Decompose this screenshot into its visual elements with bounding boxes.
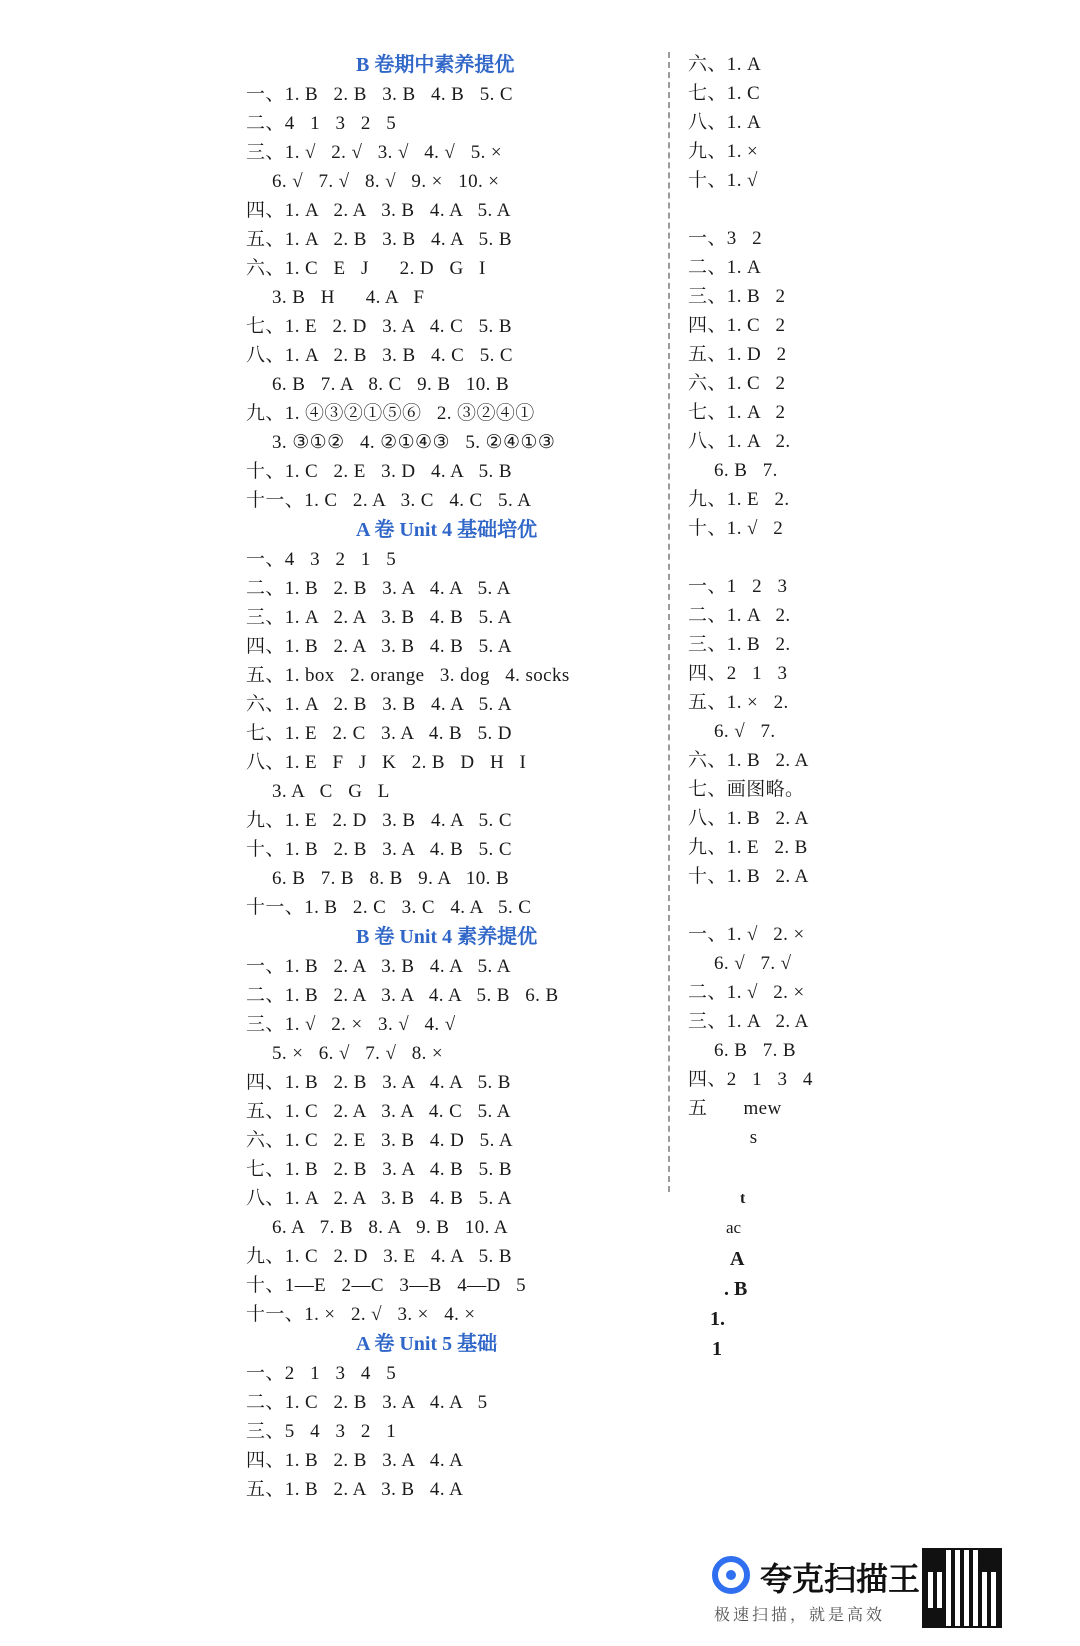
answer-line: 3. ③①② 4. ②①④③ 5. ②④①③ xyxy=(272,432,556,453)
section-gap xyxy=(688,543,928,572)
answer-line: s xyxy=(688,1127,758,1148)
answer-line: 三、1. A 2. A 3. B 4. B 5. A xyxy=(246,607,512,628)
section-heading: A 卷 Unit 4 基础培优 xyxy=(356,519,538,541)
answer-line: 七、1. A 2 xyxy=(688,402,786,423)
answer-line: 七、1. E 2. D 3. A 4. C 5. B xyxy=(246,316,512,337)
watermark-slogan: 极速扫描，就是高效 xyxy=(714,1605,886,1624)
answer-line: 6. B 7. B 8. B 9. A 10. B xyxy=(272,868,510,889)
column-divider xyxy=(668,52,670,1192)
answer-line: 一、4 3 2 1 5 xyxy=(246,549,397,570)
answer-line: 六、1. B 2. A xyxy=(688,750,809,771)
answer-line: 八、1. A 2. A 3. B 4. B 5. A xyxy=(246,1188,512,1209)
answer-line: 6. B 7. A 8. C 9. B 10. B xyxy=(272,374,510,395)
answer-line: 五、1. D 2 xyxy=(688,344,787,365)
quark-logo-icon xyxy=(712,1556,750,1594)
fragment-text: A xyxy=(730,1248,745,1270)
answer-line: 六、1. A xyxy=(688,54,762,75)
answer-line: 一、1. B 2. A 3. B 4. A 5. A xyxy=(246,956,511,977)
answer-line: 三、5 4 3 2 1 xyxy=(246,1421,397,1442)
answer-line: 二、1. A xyxy=(688,257,762,278)
answer-line: 一、1. √ 2. × xyxy=(688,924,805,945)
answer-line: 七、画图略。 xyxy=(688,779,805,800)
answer-line: 一、3 2 xyxy=(688,228,763,249)
answer-line: 二、1. B 2. B 3. A 4. A 5. A xyxy=(246,578,511,599)
section-heading: B 卷期中素养提优 xyxy=(356,54,515,76)
answer-line: 七、1. C xyxy=(688,83,761,104)
answer-line: 七、1. B 2. B 3. A 4. B 5. B xyxy=(246,1159,512,1180)
answer-line: 九、1. ④③②①⑤⑥ 2. ③②④① xyxy=(246,403,535,424)
answer-line: 十、1. B 2. A xyxy=(688,866,809,887)
section-heading: A 卷 Unit 5 基础 xyxy=(356,1333,498,1355)
answer-line: 十一、1. B 2. C 3. C 4. A 5. C xyxy=(246,897,532,918)
answer-line: 四、2 1 3 4 xyxy=(688,1069,813,1090)
answer-line: 二、1. C 2. B 3. A 4. A 5 xyxy=(246,1392,488,1413)
answer-line: 六、1. C 2. E 3. B 4. D 5. A xyxy=(246,1130,513,1151)
answer-line: 九、1. E 2. xyxy=(688,489,790,510)
answer-line: 十一、1. C 2. A 3. C 4. C 5. A xyxy=(246,490,532,511)
answer-line: 三、1. √ 2. √ 3. √ 4. √ 5. × xyxy=(246,142,503,163)
answer-line: 十、1. B 2. B 3. A 4. B 5. C xyxy=(246,839,512,860)
answer-line: 五、1. B 2. A 3. B 4. A xyxy=(246,1479,464,1500)
answer-line: 5. × 6. √ 7. √ 8. × xyxy=(272,1043,444,1064)
answer-line: 五、1. C 2. A 3. A 4. C 5. A xyxy=(246,1101,511,1122)
answer-line: 一、1 2 3 xyxy=(688,576,788,597)
answer-line: 6. B 7. B xyxy=(714,1040,796,1061)
answer-line: 四、1. A 2. A 3. B 4. A 5. A xyxy=(246,200,511,221)
answer-line: 四、1. B 2. B 3. A 4. A 5. B xyxy=(246,1072,511,1093)
answer-line: 四、2 1 3 xyxy=(688,663,788,684)
answer-column-right xyxy=(688,50,928,1160)
section-heading: B 卷 Unit 4 素养提优 xyxy=(356,926,538,948)
section-gap xyxy=(688,891,928,920)
fragment-text: t xyxy=(740,1190,746,1207)
answer-line: 6. √ 7. xyxy=(714,721,776,742)
answer-line: 四、1. B 2. A 3. B 4. B 5. A xyxy=(246,636,512,657)
answer-line: 八、1. A 2. xyxy=(688,431,791,452)
answer-line: 六、1. C 2 xyxy=(688,373,786,394)
fragment-text: . B xyxy=(724,1278,748,1300)
answer-line: 6. √ 7. √ 8. √ 9. × 10. × xyxy=(272,171,500,192)
fragment-text: 1. xyxy=(710,1308,725,1330)
fragment-text: 1 xyxy=(712,1338,722,1360)
answer-line: 十、1—E 2—C 3—B 4—D 5 xyxy=(246,1275,526,1296)
answer-line: 四、1. C 2 xyxy=(688,315,786,336)
answer-line: 三、1. B 2 xyxy=(688,286,786,307)
answer-line: 一、1. B 2. B 3. B 4. B 5. C xyxy=(246,84,513,105)
answer-line: 三、1. √ 2. × 3. √ 4. √ xyxy=(246,1014,456,1035)
answer-line: 八、1. B 2. A xyxy=(688,808,809,829)
answer-line: 五 mew xyxy=(688,1098,782,1119)
answer-line: 3. A C G L xyxy=(272,781,390,802)
answer-line: 二、1. √ 2. × xyxy=(688,982,805,1003)
answer-line: 十一、1. × 2. √ 3. × 4. × xyxy=(246,1304,476,1325)
watermark-title: 夸克扫描王 xyxy=(760,1560,921,1598)
answer-line: 五、1. × 2. xyxy=(688,692,789,713)
answer-line: 九、1. C 2. D 3. E 4. A 5. B xyxy=(246,1246,512,1267)
answer-line: 6. √ 7. √ xyxy=(714,953,792,974)
answer-line: 一、2 1 3 4 5 xyxy=(246,1363,397,1384)
answer-line: 八、1. A 2. B 3. B 4. C 5. C xyxy=(246,345,513,366)
answer-line: 八、1. E F J K 2. B D H I xyxy=(246,752,527,773)
answer-line: 三、1. B 2. xyxy=(688,634,791,655)
answer-line: 九、1. E 2. D 3. B 4. A 5. C xyxy=(246,810,512,831)
answer-line: 6. B 7. xyxy=(714,460,778,481)
scanner-watermark xyxy=(712,1548,1012,1628)
answer-line: 九、1. E 2. B xyxy=(688,837,808,858)
answer-line: 二、1. B 2. A 3. A 4. A 5. B 6. B xyxy=(246,985,559,1006)
cropped-fragments xyxy=(710,1190,940,1490)
answer-line: 五、1. box 2. orange 3. dog 4. socks xyxy=(246,665,570,686)
answer-line: 六、1. C E J 2. D G I xyxy=(246,258,486,279)
fragment-text: ac xyxy=(726,1218,742,1237)
answer-line: 3. B H 4. A F xyxy=(272,287,425,308)
answer-line: 6. A 7. B 8. A 9. B 10. A xyxy=(272,1217,508,1238)
answer-line: 八、1. A xyxy=(688,112,762,133)
answer-line: 十、1. √ 2 xyxy=(688,518,784,539)
answer-line: 四、1. B 2. B 3. A 4. A xyxy=(246,1450,464,1471)
answer-line: 二、1. A 2. xyxy=(688,605,791,626)
answer-line: 十、1. C 2. E 3. D 4. A 5. B xyxy=(246,461,512,482)
answer-line: 七、1. E 2. C 3. A 4. B 5. D xyxy=(246,723,512,744)
answer-line: 十、1. √ xyxy=(688,170,758,191)
answer-column-left xyxy=(246,50,646,1500)
answer-line: 五、1. A 2. B 3. B 4. A 5. B xyxy=(246,229,512,250)
answer-line: 三、1. A 2. A xyxy=(688,1011,809,1032)
answer-line: 二、4 1 3 2 5 xyxy=(246,113,397,134)
section-gap xyxy=(688,195,928,224)
qr-code-icon xyxy=(922,1548,1002,1628)
answer-line: 六、1. A 2. B 3. B 4. A 5. A xyxy=(246,694,512,715)
answer-line: 九、1. × xyxy=(688,141,759,162)
